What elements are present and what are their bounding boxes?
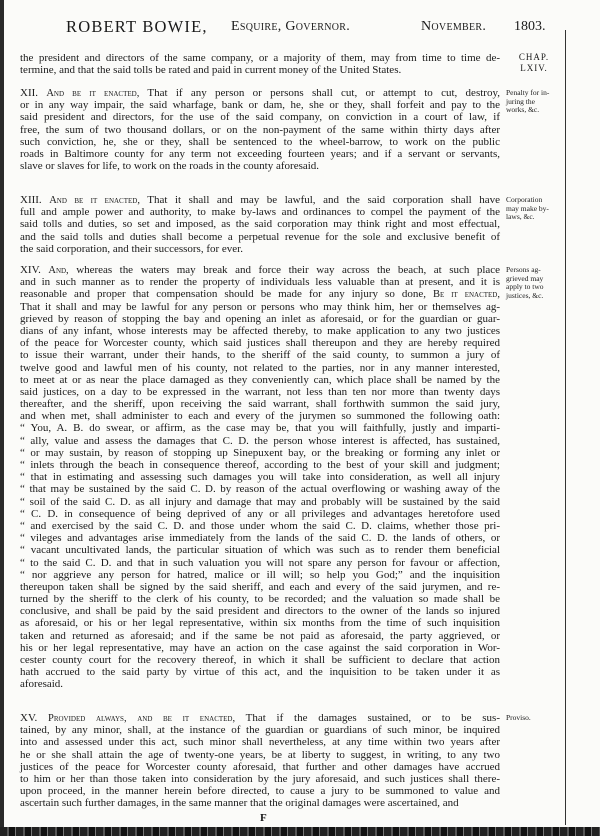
text-segment: full and ample power and authority, to make by-laws and ordinances to compel the payment of the: [20, 206, 500, 219]
text-segment: twelve good and lawful men of his county, not related to the parties, nor in any manner interested,: [20, 361, 500, 374]
text-line: [20, 87, 500, 99]
text-line: [20, 736, 500, 748]
text-line: [20, 557, 500, 569]
text-segment: tained, by any minor, shall, at the instance of the guardian or guardians of such minor, be inquired: [20, 724, 500, 737]
text-segment: XIII.: [20, 194, 50, 206]
text-segment: XIV.: [20, 264, 49, 276]
margin-note-line: Proviso.: [506, 713, 531, 722]
margin-note-line: juring the: [506, 96, 535, 106]
text-line: [20, 712, 500, 724]
text-segment: dians of any infant, whose interests may be affected thereby, to make application to any two justices: [20, 324, 500, 337]
text-segment: “ ally, value and assess the damages that C. D. the person whose interest is affected, has sustained,: [20, 434, 500, 447]
text-segment: “ C. D. in consequence of being deprived of any or all privileges and advantages heretofore used: [20, 507, 500, 520]
header-month: November.: [421, 19, 487, 34]
text-line: [20, 288, 500, 300]
text-line: [20, 797, 500, 809]
text-segment: “ vileges and advantages arise immediately from the lands of the said C. D. the lands of others, or: [20, 532, 500, 545]
text-segment: “ soil of the said C. D. as all injury and damage that may and probably will be sustained by the said: [20, 495, 500, 508]
text-line: [20, 496, 500, 508]
scan-bottom-edge: [0, 827, 600, 836]
text-line: [20, 301, 500, 313]
text-line: [20, 447, 500, 459]
text-segment: of the peace for Worcester county, which said justices shall thereupon and they are hereby required: [20, 337, 500, 350]
text-line: [20, 569, 500, 581]
text-line: [20, 785, 500, 797]
text-line: [20, 264, 500, 276]
text-line: [20, 581, 500, 593]
text-line: [20, 231, 500, 243]
text-segment: aforesaid.: [20, 678, 64, 691]
margin-note-xv: [506, 714, 564, 723]
section-xv: [20, 712, 500, 810]
text-line: [20, 325, 500, 337]
text-segment: “ inlets through the beach in consequence thereof, according to the best of your skill and judgment;: [20, 459, 500, 471]
text-segment: reasonable and proper that compensation should be made for any injury so done,: [20, 288, 433, 301]
section-xiii: [20, 194, 500, 255]
margin-note-line: laws, &c.: [506, 212, 535, 221]
text-segment: ascertain such further damages, in the same manner that the original damages were ascertained, and: [20, 797, 459, 810]
text-segment: taken and returned as aforesaid; and if the same be not paid as aforesaid, the party aggrieved, or: [20, 629, 500, 642]
text-segment: said tolls and duties, so set and imposed, as the said corporation may think right and most effectual,: [20, 218, 500, 231]
margin-note-line: Persons ag-: [506, 265, 541, 274]
text-line: [20, 532, 500, 544]
margin-rule: [565, 30, 566, 825]
text-line: [20, 508, 500, 520]
margin-note-line: justices, &c.: [506, 290, 544, 300]
text-segment: and when met, shall administer to each and every of the jurymen so summoned the following oath:: [20, 410, 500, 423]
text-line: [20, 617, 500, 629]
text-line: [20, 459, 500, 471]
text-line: [20, 206, 500, 218]
margin-note-line: Penalty for in-: [506, 88, 550, 97]
text-segment: such conviction, he, she or they, shall be sentenced to the wheel-barrow, to work on the public: [20, 135, 500, 148]
text-line: [20, 483, 500, 495]
text-line: [20, 362, 500, 374]
text-line: [20, 593, 500, 605]
text-segment: “ nor aggrieve any person for hatred, malice or ill will; so help you God;” and the inquisition: [20, 568, 500, 581]
text-line: [20, 630, 500, 642]
text-line: [20, 605, 500, 617]
margin-note-line: grieved may: [506, 273, 544, 283]
section-continuation: [20, 52, 500, 76]
enacting-clause: And be it enacted,: [49, 195, 140, 206]
text-line: [20, 64, 500, 76]
text-line: [20, 124, 500, 136]
text-line: [20, 422, 500, 434]
text-line: [20, 398, 500, 410]
text-segment: to him or her than those taken into consideration by the jury aforesaid, and such justices shall there-: [20, 772, 500, 785]
text-segment: and the said tolls and duties shall become a perpetual revenue for the sole and exclusive benefit of: [20, 230, 500, 243]
text-line: [20, 654, 500, 666]
text-segment: “ that may be sustained by the said C. D. by reason of the actual overflowing or washing away of the: [20, 483, 500, 496]
text-line: [20, 136, 500, 148]
margin-note-line: may make by-: [506, 203, 549, 213]
text-segment: whereas the waters may break and force their way across the beach, at such place: [68, 264, 500, 276]
text-line: [20, 678, 500, 690]
text-segment: thereafter, and the sheriff, upon receiving the said warrant, shall forthwith summon the said jury,: [20, 398, 500, 411]
signature-mark: F: [260, 812, 267, 824]
margin-note-xiii: [506, 196, 564, 222]
page-left-edge: [0, 0, 4, 836]
text-segment: “ vacant uncultivated lands, the particular situation of which was such as to render them beneficial: [20, 544, 500, 557]
text-line: [20, 276, 500, 288]
text-segment: the said corporation, and their successors, for ever.: [20, 242, 243, 255]
text-segment: “ You, A. B. do swear, or affirm, as the case may be, that you will faithfully, justly and imparti-: [20, 422, 500, 435]
chapter-label: [506, 52, 562, 74]
text-line: [20, 148, 500, 160]
text-line: [20, 773, 500, 785]
chapter-number: LXIV.: [520, 63, 548, 73]
text-segment: his or her legal representative, may have an action on the case against the said corporation in Wor-: [20, 641, 500, 654]
text-segment: turned by the sheriff to the clerk of his county, to be recorded; and the valuation so made shall be: [20, 593, 500, 606]
section-xii: [20, 87, 500, 172]
text-segment: the president and directors of the same company, or a majority of them, may from time to time de-: [20, 52, 500, 64]
text-segment: to issue their warrant, under their hands, to the sheriff of the said county, to summon a jury of: [20, 349, 500, 362]
text-line: [20, 435, 500, 447]
text-segment: That if any person or persons shall cut, or attempt to cut, destroy,: [139, 87, 500, 99]
header-year: 1803.: [514, 19, 546, 34]
text-line: [20, 111, 500, 123]
text-line: [20, 724, 500, 736]
text-line: [20, 410, 500, 422]
text-segment: “ to the said C. D. and that in such valuation you will not spare any person for favour or affection,: [20, 556, 500, 569]
text-segment: thereupon taken shall be signed by the said sheriff, and each and every of the said jurymen, and re-: [20, 580, 500, 593]
text-segment: said president and directors, for the use of the said company, on conviction in a court of law, if: [20, 111, 500, 124]
text-line: [20, 99, 500, 111]
running-header: [66, 19, 560, 39]
text-segment: said justices, on a day to be expressed in the warrant, not less than ten nor more than twenty days: [20, 385, 500, 398]
enacting-clause: Be it enacted,: [433, 289, 500, 301]
text-segment: to meet at or as near the place damaged as they conveniently can, which place shall be named by the: [20, 373, 500, 386]
text-segment: grieved by reason of stopping the bay and opening an inlet as aforesaid, or for the guardian or guar-: [20, 312, 500, 325]
text-segment: roads in Baltimore county for any term not exceeding fourteen years; and if a servant or servants,: [20, 147, 500, 160]
text-segment: upon proceed, in the manner herein before directed, to cause a jury to be summoned to value and: [20, 785, 500, 798]
text-segment: That if the damages sustained, or to be sus-: [235, 712, 500, 724]
text-line: [20, 218, 500, 230]
text-segment: termine, and that the said tolls be rated and paid in current money of the United States.: [20, 64, 402, 77]
text-line: [20, 52, 500, 64]
text-line: [20, 520, 500, 532]
text-segment: free, the sum of two thousand dollars, or on the non-payment of the same within thirty days after: [20, 123, 500, 136]
text-line: [20, 471, 500, 483]
text-segment: as aforesaid, or his or her legal representative, within six months from the time of such inquisition: [20, 617, 500, 630]
margin-note-line: apply to two: [506, 282, 544, 291]
text-segment: into and assessed under this act, such minor shall nevertheless, at any time within two years after: [20, 736, 500, 749]
text-segment: slave or slaves for life, to work on the roads in the county aforesaid.: [20, 160, 320, 173]
text-segment: and in such manner as to render the property of individuals less valuable than at present, and it is: [20, 276, 500, 289]
margin-note-xiv: [506, 266, 564, 300]
text-segment: That it shall and may be lawful, and the said corporation shall have: [139, 194, 500, 206]
text-line: [20, 313, 500, 325]
enacting-clause: Provided always, and be it enacted,: [47, 713, 236, 724]
margin-note-line: Corporation: [506, 195, 543, 204]
text-segment: or in any way impair, the said wharfage, bank or dam, he, she or they, shall forfeit and pay to the: [20, 99, 500, 112]
text-line: [20, 666, 500, 678]
text-line: [20, 749, 500, 761]
header-title: Esquire, Governor.: [231, 19, 351, 34]
chapter-word: CHAP.: [518, 52, 550, 62]
text-segment: “ and exercised by the said C. D. and those under whom the said C. D. claims, whether those pri-: [20, 519, 500, 532]
text-line: [20, 761, 500, 773]
text-segment: he or she shall attain the age of twenty-one years, be at liberty to suggest, in writing, to any two: [20, 748, 500, 761]
text-line: [20, 337, 500, 349]
text-segment: cester county court for the recovery thereof, in which it shall be sufficient to declare that action: [20, 654, 500, 666]
text-segment: “ that in estimating and assessing such damages you will take into consideration, as well all injury: [20, 471, 500, 484]
text-line: [20, 160, 500, 172]
header-name: ROBERT BOWIE,: [66, 17, 208, 36]
margin-note-xii: [506, 89, 564, 115]
text-line: [20, 349, 500, 361]
margin-note-line: works, &c.: [506, 105, 540, 114]
text-segment: XII.: [20, 87, 47, 99]
text-line: [20, 194, 500, 206]
text-line: [20, 386, 500, 398]
text-segment: XV.: [20, 712, 48, 724]
text-line: [20, 243, 500, 255]
text-line: [20, 544, 500, 556]
text-segment: hath accrued to the said party by virtue of this act, and the inquisition to be taken under it as: [20, 666, 500, 679]
text-segment: That it shall and may be lawful for any person or persons who may think him, her or themselves ag-: [20, 300, 500, 313]
text-line: [20, 374, 500, 386]
text-line: [20, 642, 500, 654]
text-segment: conclusive, and shall be paid by the said president and directors to the owner of the lands so injured: [20, 605, 500, 618]
enacting-clause: And be it enacted,: [46, 88, 140, 99]
section-xiv: [20, 264, 500, 691]
text-segment: justices of the peace for Worcester county aforesaid, that further and other damages have accrued: [20, 760, 500, 773]
enacting-clause: And,: [48, 265, 69, 276]
text-segment: “ or may sustain, by reason of stopping up Sinepuxent bay, or the breaking or forming any inlet or: [20, 446, 500, 459]
